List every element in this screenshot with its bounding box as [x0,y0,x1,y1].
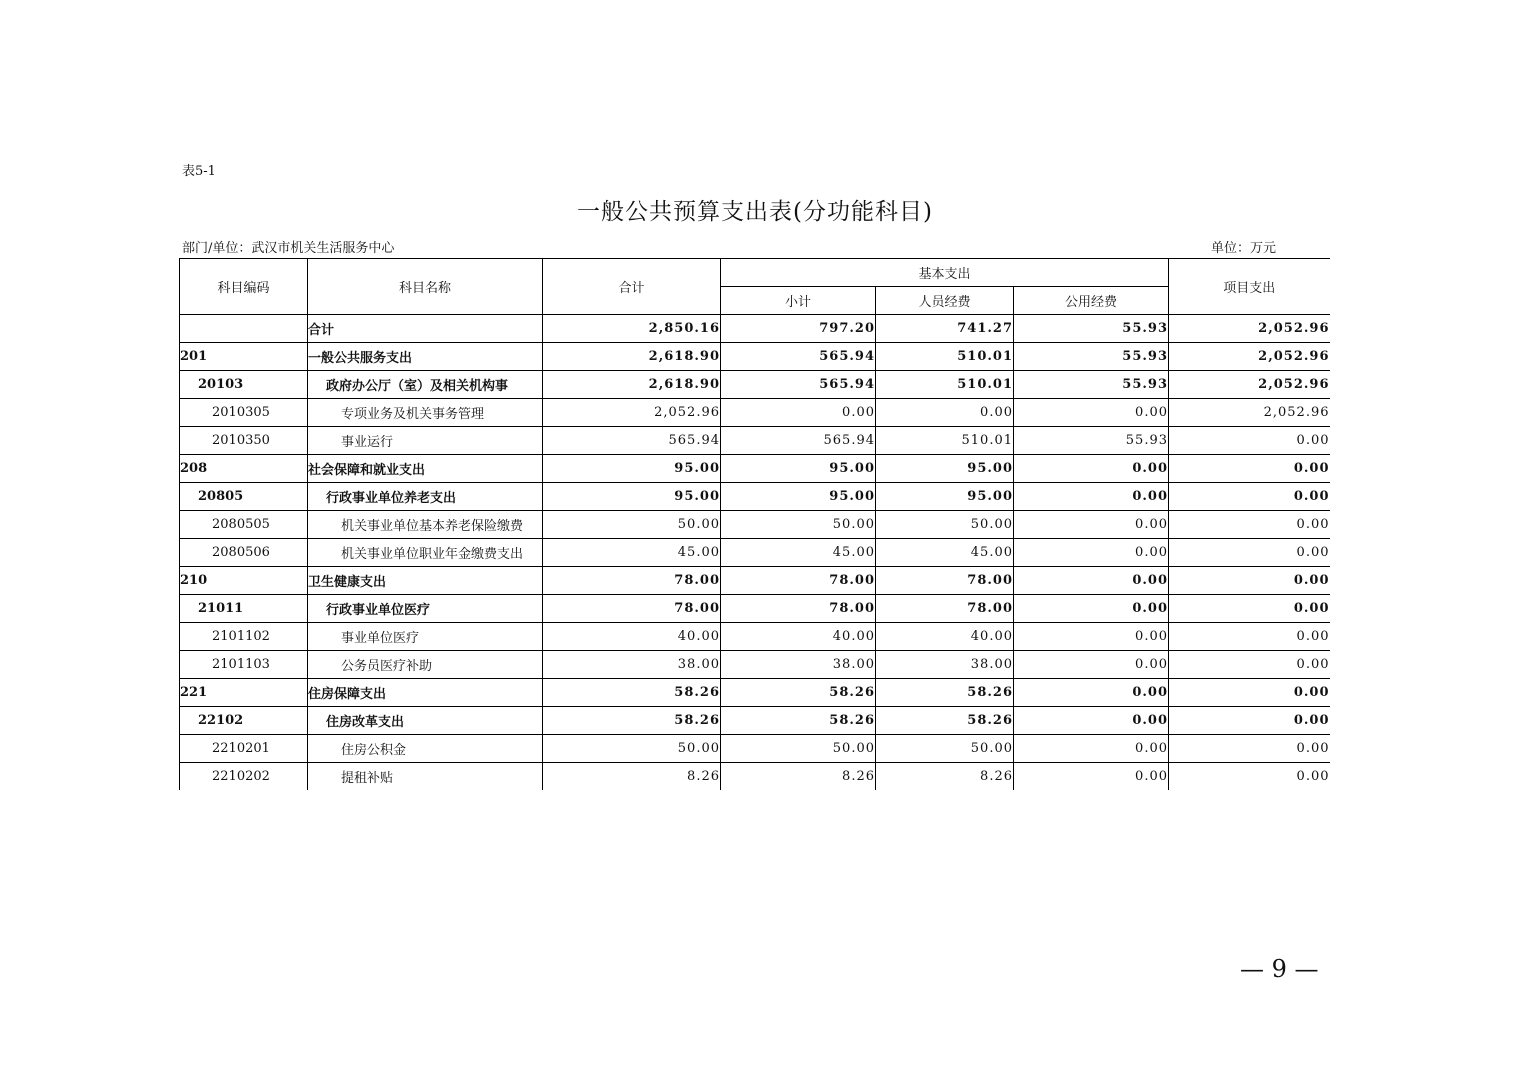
table-row [180,567,1330,595]
cell-public: 0.00 [1014,511,1169,539]
cell-name: 专项业务及机关事务管理 [308,399,543,427]
cell-total: 2,850.16 [543,315,721,343]
cell-subtotal: 797.20 [721,315,876,343]
header-project: 项目支出 [1169,259,1330,315]
cell-personnel: 58.26 [876,707,1014,735]
cell-total: 95.00 [543,483,721,511]
cell-name: 一般公共服务支出 [308,343,543,371]
cell-total: 78.00 [543,595,721,623]
cell-code: 2210202 [180,763,308,791]
cell-total: 78.00 [543,567,721,595]
cell-total: 58.26 [543,707,721,735]
cell-code: 2080506 [180,539,308,567]
table-body [180,315,1330,791]
header-code: 科目编码 [180,259,308,315]
table-row [180,371,1330,399]
cell-total: 50.00 [543,511,721,539]
cell-code: 21011 [180,595,308,623]
table-row [180,455,1330,483]
cell-public: 0.00 [1014,483,1169,511]
cell-subtotal: 0.00 [721,399,876,427]
table-row [180,315,1330,343]
cell-total: 565.94 [543,427,721,455]
cell-code: 2010305 [180,399,308,427]
cell-project: 0.00 [1169,763,1330,791]
table-row [180,399,1330,427]
header-subtotal: 小计 [721,287,876,315]
cell-project: 0.00 [1169,735,1330,763]
cell-subtotal: 78.00 [721,595,876,623]
cell-subtotal: 78.00 [721,567,876,595]
cell-personnel: 78.00 [876,595,1014,623]
table-row [180,679,1330,707]
cell-code: 20805 [180,483,308,511]
cell-code: 221 [180,679,308,707]
cell-project: 0.00 [1169,623,1330,651]
cell-public: 55.93 [1014,343,1169,371]
cell-total: 45.00 [543,539,721,567]
cell-project: 2,052.96 [1169,343,1330,371]
cell-personnel: 510.01 [876,343,1014,371]
cell-total: 58.26 [543,679,721,707]
cell-subtotal: 565.94 [721,371,876,399]
cell-name: 公务员医疗补助 [308,651,543,679]
table-row [180,511,1330,539]
cell-subtotal: 58.26 [721,707,876,735]
cell-name: 事业运行 [308,427,543,455]
cell-public: 55.93 [1014,427,1169,455]
cell-public: 0.00 [1014,567,1169,595]
cell-code: 2080505 [180,511,308,539]
budget-table [179,258,1330,790]
cell-name: 卫生健康支出 [308,567,543,595]
cell-name: 社会保障和就业支出 [308,455,543,483]
cell-personnel: 510.01 [876,371,1014,399]
cell-subtotal: 50.00 [721,511,876,539]
cell-public: 0.00 [1014,595,1169,623]
cell-name: 住房公积金 [308,735,543,763]
cell-subtotal: 50.00 [721,735,876,763]
header-total: 合计 [543,259,721,315]
cell-subtotal: 565.94 [721,427,876,455]
cell-personnel: 95.00 [876,483,1014,511]
cell-personnel: 58.26 [876,679,1014,707]
cell-code: 20103 [180,371,308,399]
cell-public: 0.00 [1014,763,1169,791]
cell-total: 50.00 [543,735,721,763]
cell-public: 55.93 [1014,371,1169,399]
table-row [180,539,1330,567]
cell-public: 0.00 [1014,651,1169,679]
cell-code: 208 [180,455,308,483]
cell-public: 0.00 [1014,539,1169,567]
cell-personnel: 50.00 [876,735,1014,763]
cell-name: 事业单位医疗 [308,623,543,651]
cell-public: 0.00 [1014,623,1169,651]
cell-total: 8.26 [543,763,721,791]
cell-total: 2,052.96 [543,399,721,427]
cell-total: 95.00 [543,455,721,483]
cell-project: 0.00 [1169,511,1330,539]
cell-public: 55.93 [1014,315,1169,343]
table-number: 表5-1 [182,164,216,179]
cell-personnel: 45.00 [876,539,1014,567]
table-row [180,763,1330,791]
cell-subtotal: 95.00 [721,455,876,483]
cell-public: 0.00 [1014,679,1169,707]
table-row [180,623,1330,651]
table-row [180,483,1330,511]
cell-name: 行政事业单位医疗 [308,595,543,623]
cell-project: 0.00 [1169,651,1330,679]
cell-code [180,315,308,343]
cell-subtotal: 8.26 [721,763,876,791]
cell-personnel: 0.00 [876,399,1014,427]
cell-project: 0.00 [1169,483,1330,511]
cell-personnel: 95.00 [876,455,1014,483]
cell-total: 2,618.90 [543,343,721,371]
cell-name: 住房保障支出 [308,679,543,707]
cell-personnel: 78.00 [876,567,1014,595]
page-number: — 9 — [1240,955,1319,983]
cell-personnel: 8.26 [876,763,1014,791]
cell-project: 0.00 [1169,455,1330,483]
cell-subtotal: 95.00 [721,483,876,511]
table-row [180,735,1330,763]
cell-total: 40.00 [543,623,721,651]
cell-name: 行政事业单位养老支出 [308,483,543,511]
cell-public: 0.00 [1014,455,1169,483]
table-row [180,707,1330,735]
department-label: 部门/单位：武汉市机关生活服务中心 [182,241,395,256]
header-personnel: 人员经费 [876,287,1014,315]
cell-project: 0.00 [1169,679,1330,707]
cell-project: 0.00 [1169,707,1330,735]
header-basic: 基本支出 [721,259,1169,287]
cell-total: 2,618.90 [543,371,721,399]
cell-project: 0.00 [1169,595,1330,623]
cell-project: 0.00 [1169,427,1330,455]
cell-code: 210 [180,567,308,595]
header-name: 科目名称 [308,259,543,315]
cell-subtotal: 45.00 [721,539,876,567]
cell-public: 0.00 [1014,735,1169,763]
cell-personnel: 741.27 [876,315,1014,343]
cell-code: 2210201 [180,735,308,763]
cell-project: 2,052.96 [1169,399,1330,427]
cell-project: 2,052.96 [1169,315,1330,343]
cell-public: 0.00 [1014,707,1169,735]
cell-personnel: 38.00 [876,651,1014,679]
table-row [180,343,1330,371]
cell-project: 2,052.96 [1169,371,1330,399]
cell-name: 政府办公厅（室）及相关机构事 [308,371,543,399]
cell-project: 0.00 [1169,567,1330,595]
cell-code: 2010350 [180,427,308,455]
cell-name: 住房改革支出 [308,707,543,735]
cell-personnel: 40.00 [876,623,1014,651]
cell-code: 22102 [180,707,308,735]
page-title: 一般公共预算支出表(分功能科目) [577,199,933,225]
cell-personnel: 50.00 [876,511,1014,539]
cell-code: 2101103 [180,651,308,679]
cell-code: 201 [180,343,308,371]
cell-public: 0.00 [1014,399,1169,427]
cell-name: 机关事业单位基本养老保险缴费 [308,511,543,539]
cell-name: 机关事业单位职业年金缴费支出 [308,539,543,567]
cell-subtotal: 38.00 [721,651,876,679]
cell-name: 合计 [308,315,543,343]
cell-total: 38.00 [543,651,721,679]
unit-label: 单位：万元 [1211,241,1277,256]
table-row [180,595,1330,623]
header-public: 公用经费 [1014,287,1169,315]
cell-subtotal: 565.94 [721,343,876,371]
table-row [180,427,1330,455]
cell-code: 2101102 [180,623,308,651]
table-row [180,651,1330,679]
cell-personnel: 510.01 [876,427,1014,455]
cell-subtotal: 58.26 [721,679,876,707]
cell-subtotal: 40.00 [721,623,876,651]
cell-name: 提租补贴 [308,763,543,791]
cell-project: 0.00 [1169,539,1330,567]
